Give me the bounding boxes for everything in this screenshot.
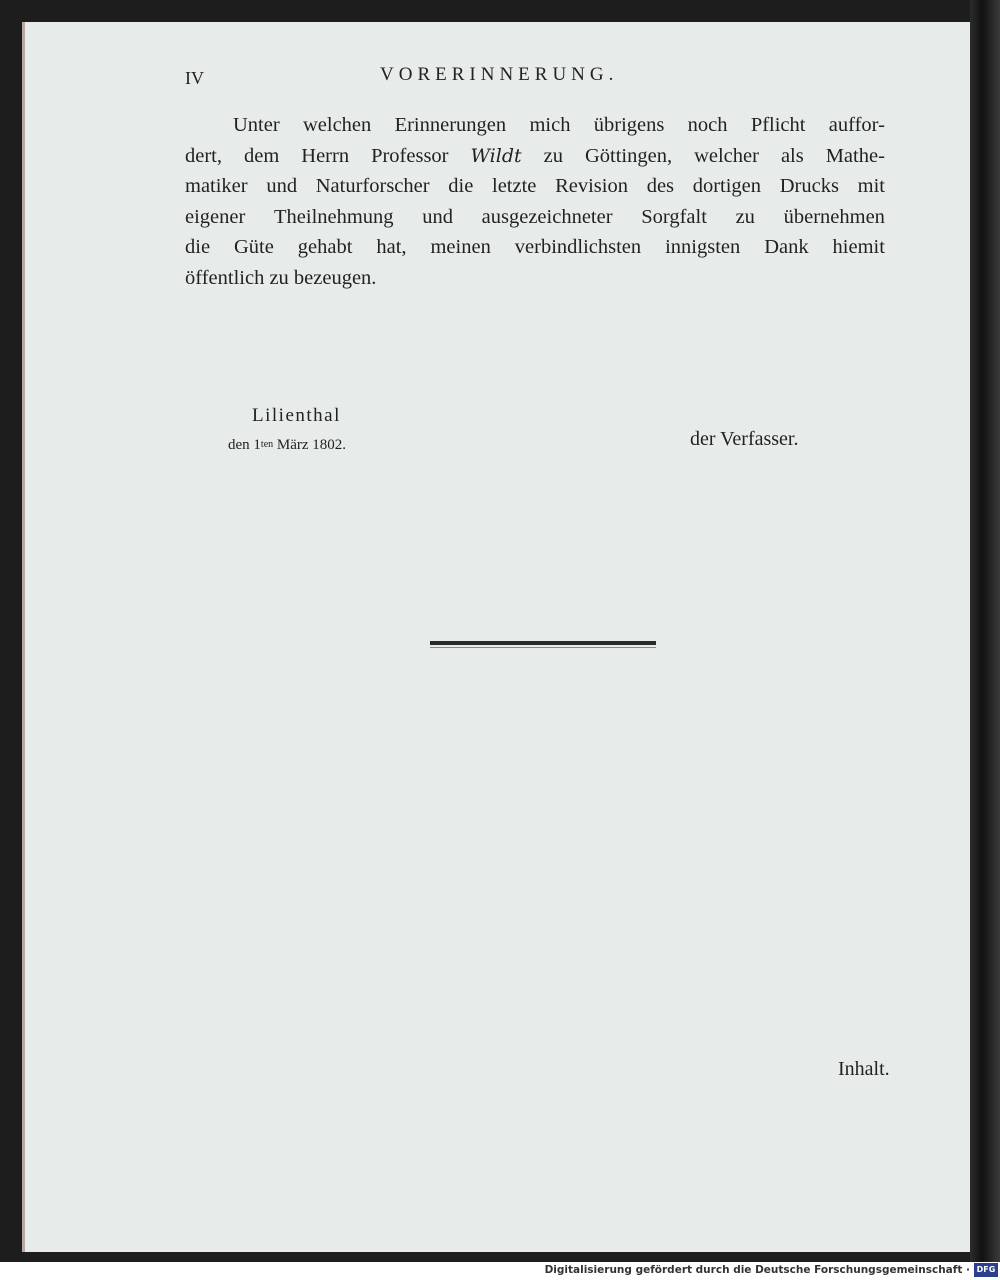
body-paragraph — [185, 110, 885, 293]
book-spine — [970, 0, 1000, 1262]
footer-bar — [0, 1262, 1000, 1280]
body-line-4: eigener Theilnehmung und ausgezeichneter Sorgfalt zu übernehmen — [185, 205, 885, 228]
ornamental-rule — [430, 641, 656, 645]
emphasized-name: Wildt — [470, 144, 522, 167]
body-line-6: öffentlich zu bezeugen. — [185, 266, 377, 289]
page-edge — [22, 22, 25, 1252]
date-line: den $1^{ten}$ März 1802. — [228, 437, 347, 453]
dfg-logo-icon: DFG — [974, 1263, 998, 1277]
ornamental-rule-thin — [430, 647, 656, 648]
funding-notice: Digitalisierung gefördert durch die Deutsche Forschungsgemeinschaft · — [544, 1264, 970, 1276]
body-line-2: dert, dem Herrn Professor Wildt zu Göttingen, welcher als Mathe- — [185, 141, 885, 172]
running-head: VORERINNERUNG. — [380, 64, 619, 85]
page-number: IV — [185, 68, 204, 88]
body-line-3: matiker und Naturforscher die letzte Revision des dortigen Drucks mit — [185, 175, 885, 197]
place-name: Lilienthal — [252, 405, 341, 426]
signature: der Verfasser. — [690, 428, 799, 450]
catchword: Inhalt. — [838, 1058, 890, 1080]
body-line-1: Unter welchen Erinnerungen mich übrigens noch Pflicht auffor- — [233, 114, 885, 136]
body-line-5: die Güte gehabt hat, meinen verbindlichsten innigsten Dank hiemit — [185, 236, 885, 258]
